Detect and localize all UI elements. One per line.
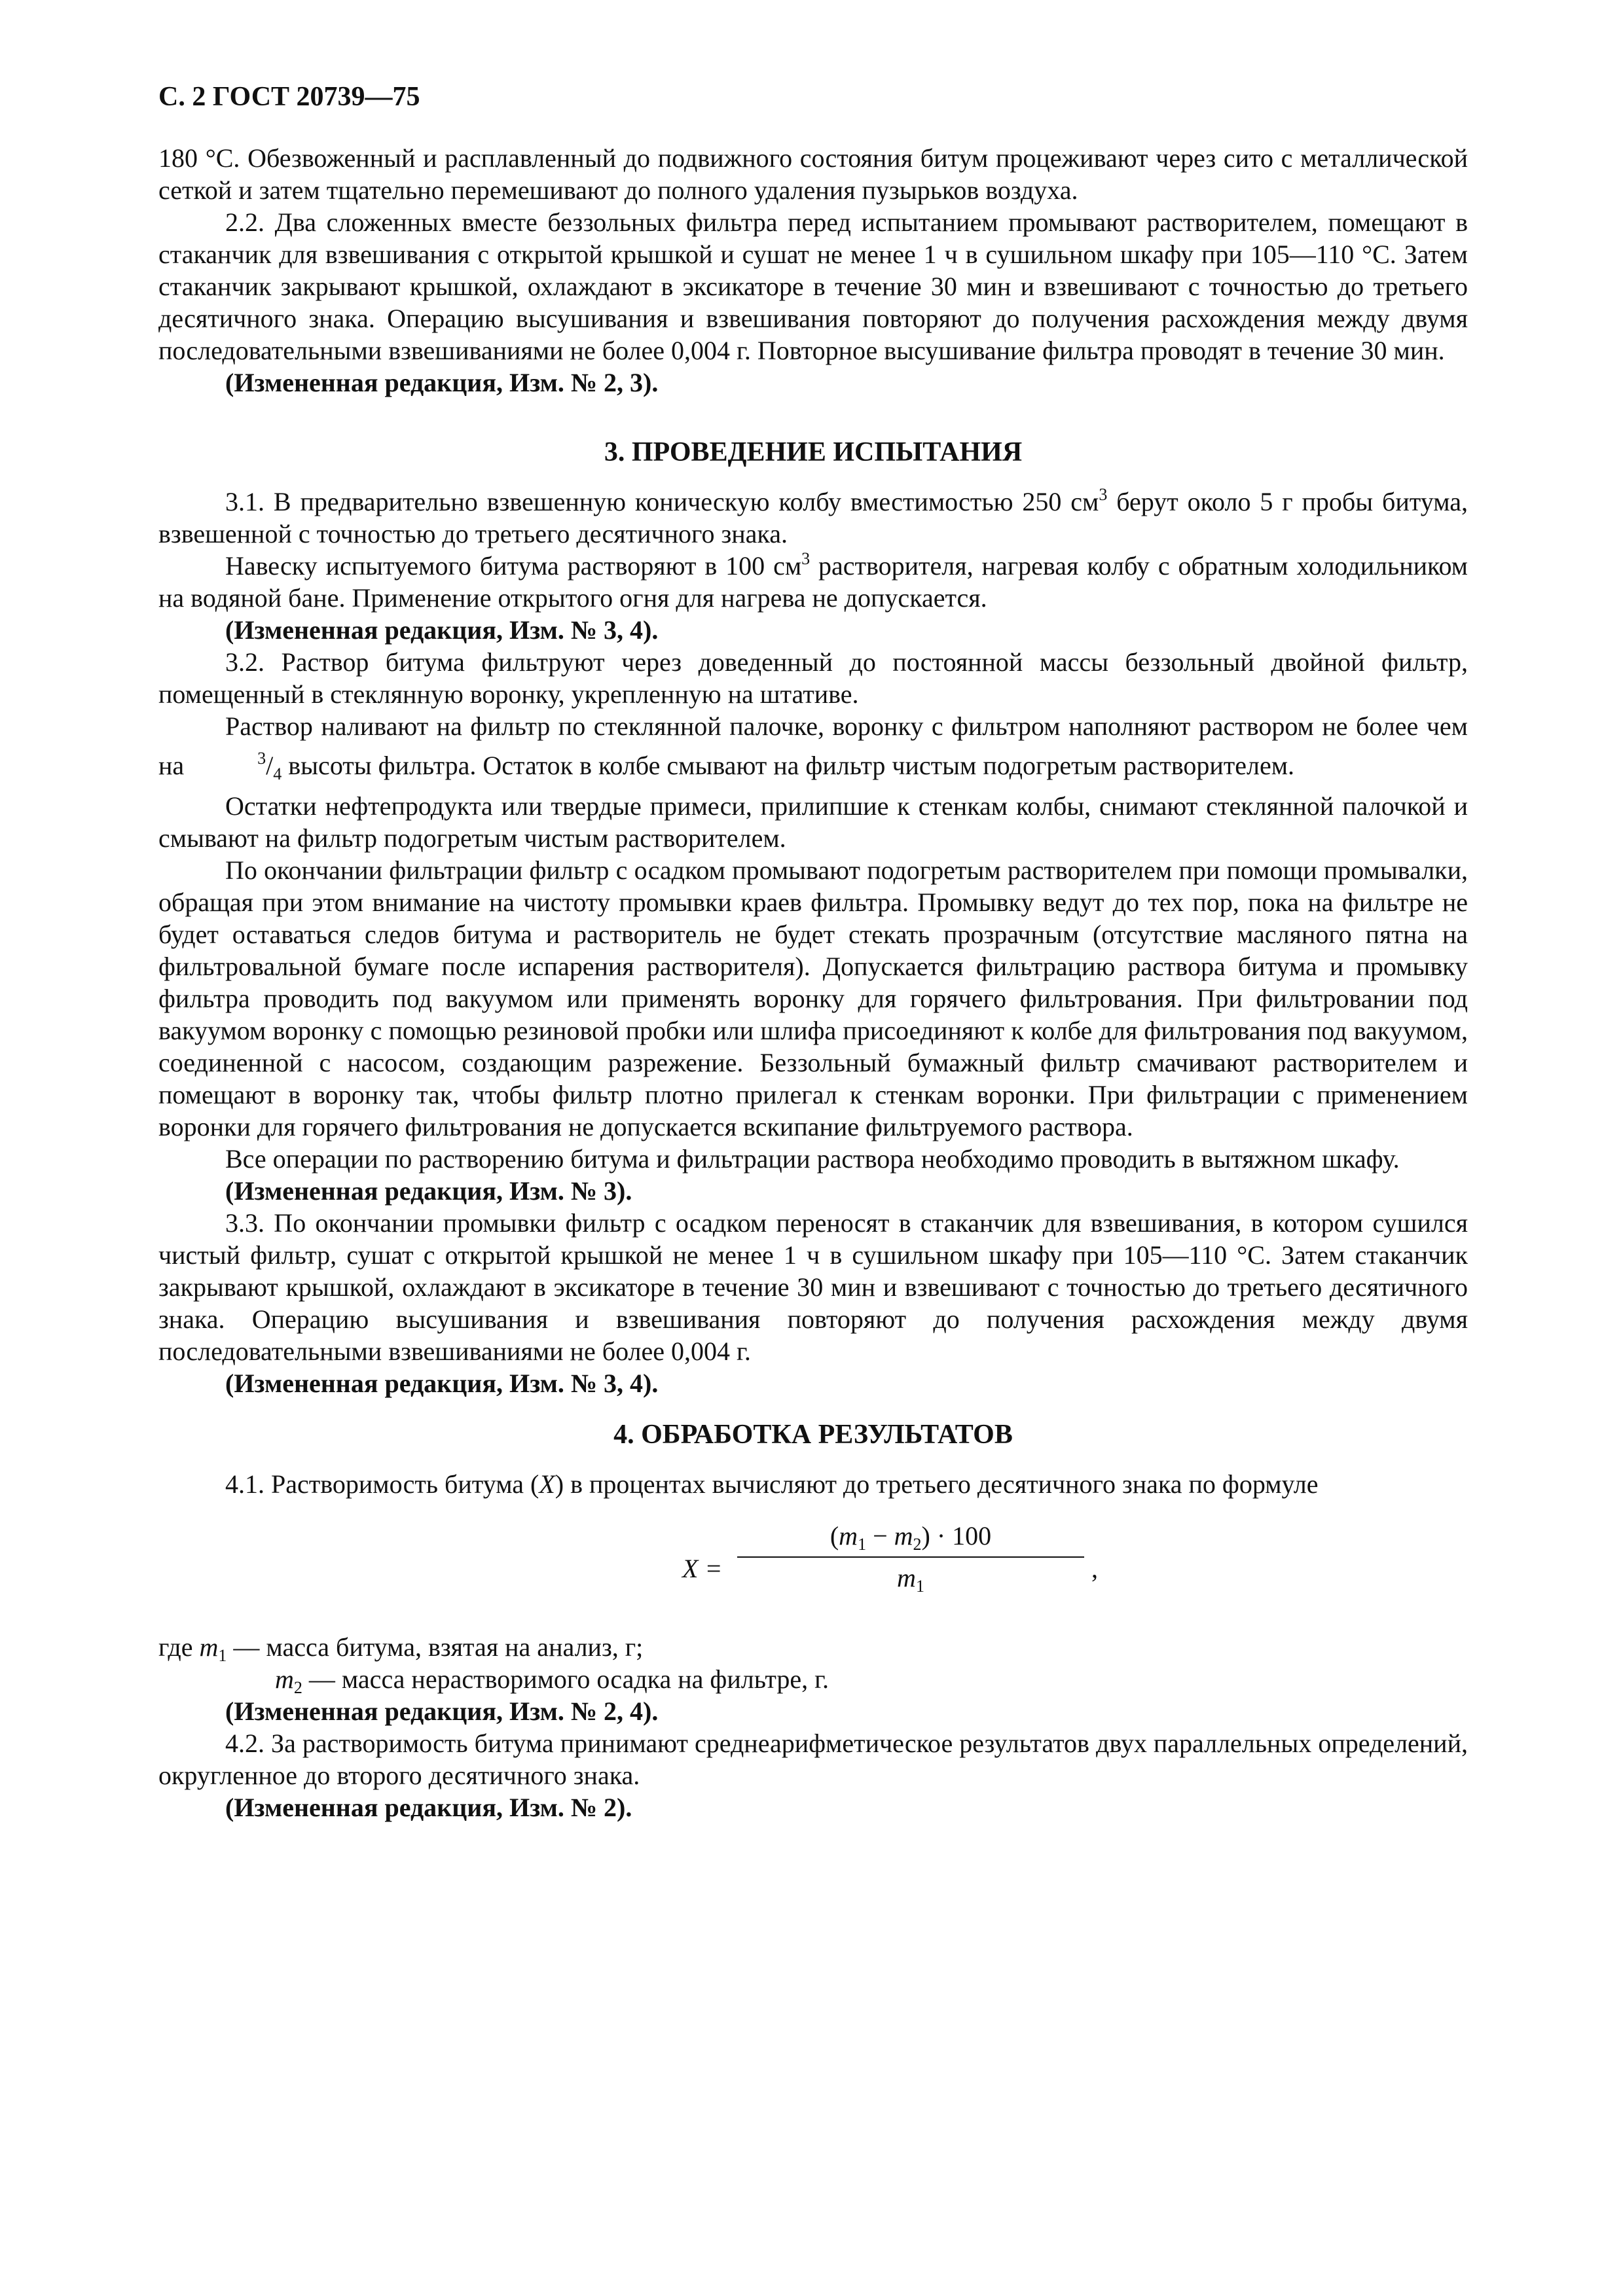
paragraph-4-1: 4.1. Растворимость битума (X) в процентах вычисляют до третьего десятичного знака по формуле	[225, 1469, 1319, 1499]
legend-m1: где $m_1$ — масса битума, взятая на анализ, г;	[158, 1632, 644, 1665]
paragraph-3-3: 3.3. По окончании промывки фильтр с осадком переносят в стаканчик для взвешивания, в котором сушился чистый фильтр, сушат с открытой крышкой не менее 1 ч в сушильном шкафу при 105—110 °С. Затем стаканчик закрывают крышкой, охлаждают в эксикаторе в течение 30 мин и взвешивают с точностью до третьего десятичного знака. Операцию высушивания и взвешивания повторяют до получения расхождения между двумя последовательными взвешиваниями не более 0,004 г.	[158, 1208, 1468, 1366]
paragraph-3-1-b: Навеску испытуемого битума растворяют в 100 $см^3$ растворителя, нагревая колбу с обратным холодильником на водяной бане. Применение открытого огня для нагрева не допускается.	[158, 549, 1468, 613]
superscript-3: 3	[1099, 485, 1108, 504]
paragraph-3-2-c: Остатки нефтепродукта или твердые примеси, прилипшие к стенкам колбы, снимают стеклянной палочкой и смывают на фильтр подогретым чистым растворителем.	[158, 791, 1468, 853]
section-3-title: 3. ПРОВЕДЕНИЕ ИСПЫТАНИЯ	[604, 437, 1023, 467]
amendment-note-2-2: (Измененная редакция, Изм. № 2, 3).	[225, 368, 659, 397]
paragraph-4-2: 4.2. За растворимость битума принимают среднеарифметическое результатов двух параллельных определений, округленное до второго десятичного знака.	[158, 1729, 1468, 1790]
paragraph-3-2-a: 3.2. Раствор битума фильтруют через доведенный до постоянной массы беззольный двойной фильтр, помещенный в стеклянную воронку, укрепленную на штативе.	[158, 647, 1468, 709]
paragraph-2-2: 2.2. Два сложенных вместе беззольных фильтра перед испытанием промывают растворителем, помещают в стаканчик для взвешивания с открытой крышкой и сушат не менее 1 ч в сушильном шкафу при 105—110 °С. Затем стаканчик закрывают крышкой, охлаждают в эксикаторе в течение 30 мин и взвешивают с точностью до третьего десятичного знака. Операцию высушивания и взвешивания повторяют до получения расхождения между двумя последовательными взвешиваниями не более 0,004 г. Повторное высушивание фильтра проводят в течение 30 мин.	[158, 207, 1468, 365]
formula-numerator: $(m_1 - m_2) \cdot 100$	[830, 1521, 992, 1554]
legend-m2: $m_2$ — масса нерастворимого осадка на фильтре, г.	[275, 1664, 830, 1697]
formula-comma: ,	[1091, 1554, 1098, 1583]
superscript-3: 3	[801, 549, 811, 568]
formula-lhs: X =	[682, 1554, 723, 1583]
formula-legend	[158, 1631, 1468, 1695]
amendment-note-3-1: (Измененная редакция, Изм. № 3, 4).	[225, 615, 659, 645]
paragraph-3-1-a: 3.1. В предварительно взвешенную коническую колбу вместимостью 250 $см^3$ берут около 5 г пробы битума, взвешенной с точностью до третьего десятичного знака.	[158, 485, 1468, 548]
formula-denominator: $m_1$	[897, 1563, 924, 1596]
section-4-title: 4. ОБРАБОТКА РЕЗУЛЬТАТОВ	[613, 1420, 1013, 1450]
amendment-note-3-2: (Измененная редакция, Изм. № 3).	[225, 1176, 632, 1206]
formula-fraction-bar	[737, 1556, 1084, 1558]
fraction-three-quarters: $^3/_4$	[257, 749, 282, 783]
amendment-note-3-3: (Измененная редакция, Изм. № 3, 4).	[225, 1369, 659, 1398]
paragraph-3-2-e: Все операции по растворению битума и фильтрации раствора необходимо проводить в вытяжном шкафу.	[225, 1144, 1400, 1174]
formula-fraction	[737, 1520, 1084, 1594]
solubility-formula	[158, 1520, 1468, 1618]
paragraph-3-2-b: Раствор наливают на фильтр по стеклянной палочке, воронку с фильтром наполняют раствором не более чем на $^3/_4$ высоты фильтра. Остаток в колбе смывают на фильтр чистым подогретым растворителем.	[158, 710, 1468, 790]
document-page	[158, 81, 1468, 1823]
page-header: С. 2 ГОСТ 20739—75	[158, 82, 420, 112]
amendment-note-4-1: (Измененная редакция, Изм. № 2, 4).	[225, 1696, 659, 1726]
paragraph-intro: 180 °С. Обезвоженный и расплавленный до подвижного состояния битум процеживают через сито с металлической сеткой и затем тщательно перемешивают до полного удаления пузырьков воздуха.	[158, 143, 1468, 205]
amendment-note-4-2: (Измененная редакция, Изм. № 2).	[225, 1793, 632, 1822]
paragraph-3-2-d: По окончании фильтрации фильтр с осадком промывают подогретым растворителем при помощи промывалки, обращая при этом внимание на чистоту промывки краев фильтра. Промывку ведут до тех пор, пока на фильтре не будет оставаться следов битума и растворитель не будет стекать прозрачным (отсутствие масляного пятна на фильтровальной бумаге после испарения растворителя). Допускается фильтрацию раствора битума и промывку фильтра проводить под вакуумом или применять воронку для горячего фильтрования. При фильтровании под вакуумом воронку с помощью резиновой пробки или шлифа присоединяют к колбе для фильтрования под вакуумом, соединенной с насосом, создающим разрежение. Беззольный бумажный фильтр смачивают растворителем и помещают в воронку так, чтобы фильтр плотно прилегал к стенкам воронки. При фильтрации с применением воронки для горячего фильтрования не допускается вскипание фильтруемого раствора.	[158, 855, 1468, 1141]
